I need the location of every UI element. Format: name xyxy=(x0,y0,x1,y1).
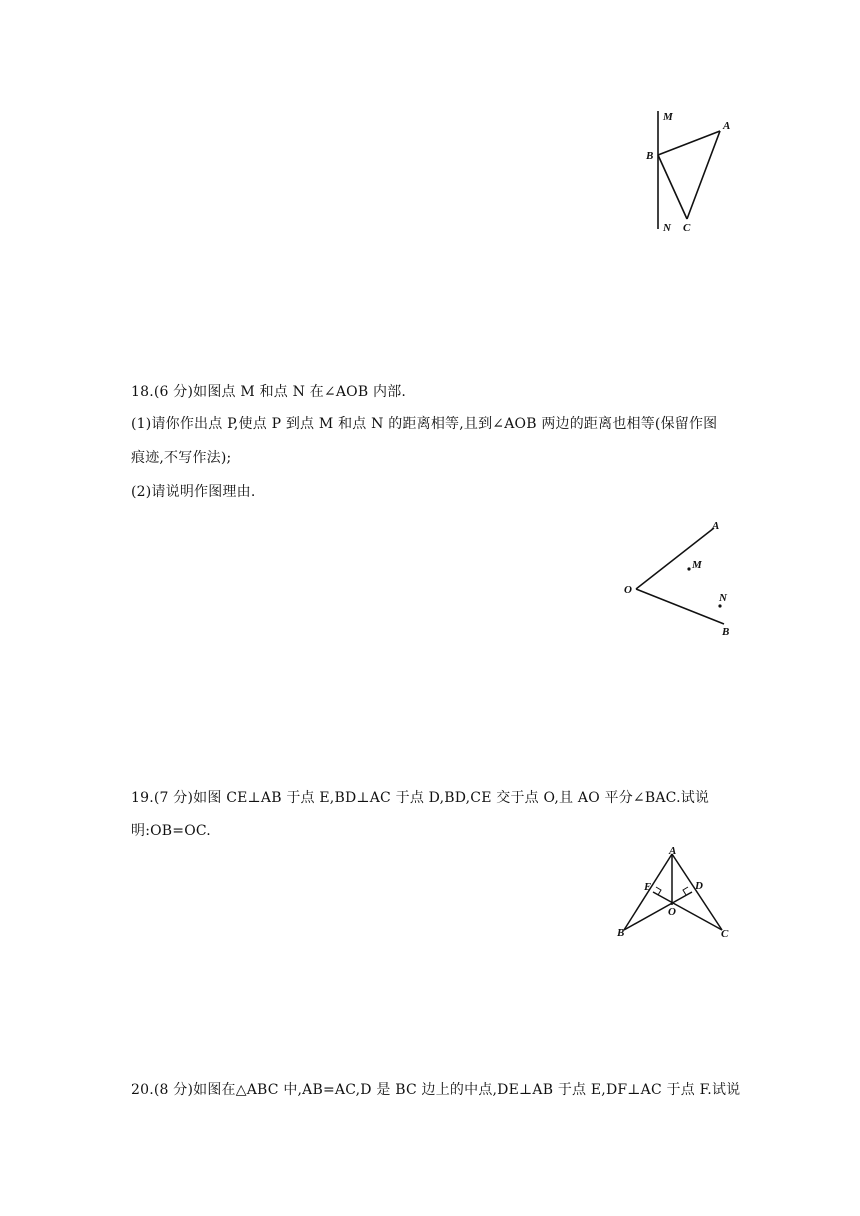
segment-bc xyxy=(658,155,687,219)
figure-triangle-abc xyxy=(640,105,740,240)
segment-ac xyxy=(672,854,722,930)
segment-ac xyxy=(687,131,720,219)
segment-bd xyxy=(624,892,692,930)
q18-line3: 痕迹,不写作法); xyxy=(131,450,232,466)
label-o: O xyxy=(668,906,676,918)
label-d: D xyxy=(695,880,703,892)
label-o: O xyxy=(624,584,632,596)
segment-ba xyxy=(658,131,720,155)
label-n: N xyxy=(663,222,671,234)
segment-ce xyxy=(653,892,722,930)
figure-triangle-bisector xyxy=(612,842,737,942)
label-c: C xyxy=(683,222,691,234)
label-a: A xyxy=(669,845,677,857)
label-m: M xyxy=(692,559,702,571)
label-a: A xyxy=(712,520,720,532)
q18-line1: 18.(6 分)如图点 M 和点 N 在∠AOB 内部. xyxy=(131,384,407,400)
label-b: B xyxy=(646,150,654,162)
point-n xyxy=(718,604,721,607)
label-a: A xyxy=(723,120,731,132)
q20-line1: 20.(8 分)如图在△ABC 中,AB=AC,D 是 BC 边上的中点,DE⊥AB 于点 E,DF⊥AC 于点 F.试说 xyxy=(131,1082,741,1098)
point-m xyxy=(687,567,690,570)
label-m: M xyxy=(663,111,673,123)
q18-line4: (2)请说明作图理由. xyxy=(131,484,256,500)
label-n: N xyxy=(719,592,727,604)
q19-line1: 19.(7 分)如图 CE⊥AB 于点 E,BD⊥AC 于点 D,BD,CE 交于点 O,且 AO 平分∠BAC.试说 xyxy=(131,790,710,806)
label-c: C xyxy=(721,928,729,940)
label-b: B xyxy=(722,626,730,638)
label-b: B xyxy=(617,927,625,939)
q19-line2: 明:OB=OC. xyxy=(131,823,211,839)
q18-line2: (1)请你作出点 P,使点 P 到点 M 和点 N 的距离相等,且到∠AOB 两边的距离也相等(保留作图 xyxy=(131,416,718,432)
figure-angle-aob xyxy=(618,512,743,642)
ray-oa xyxy=(636,528,714,589)
label-e: E xyxy=(644,881,652,893)
ray-ob xyxy=(636,589,724,624)
